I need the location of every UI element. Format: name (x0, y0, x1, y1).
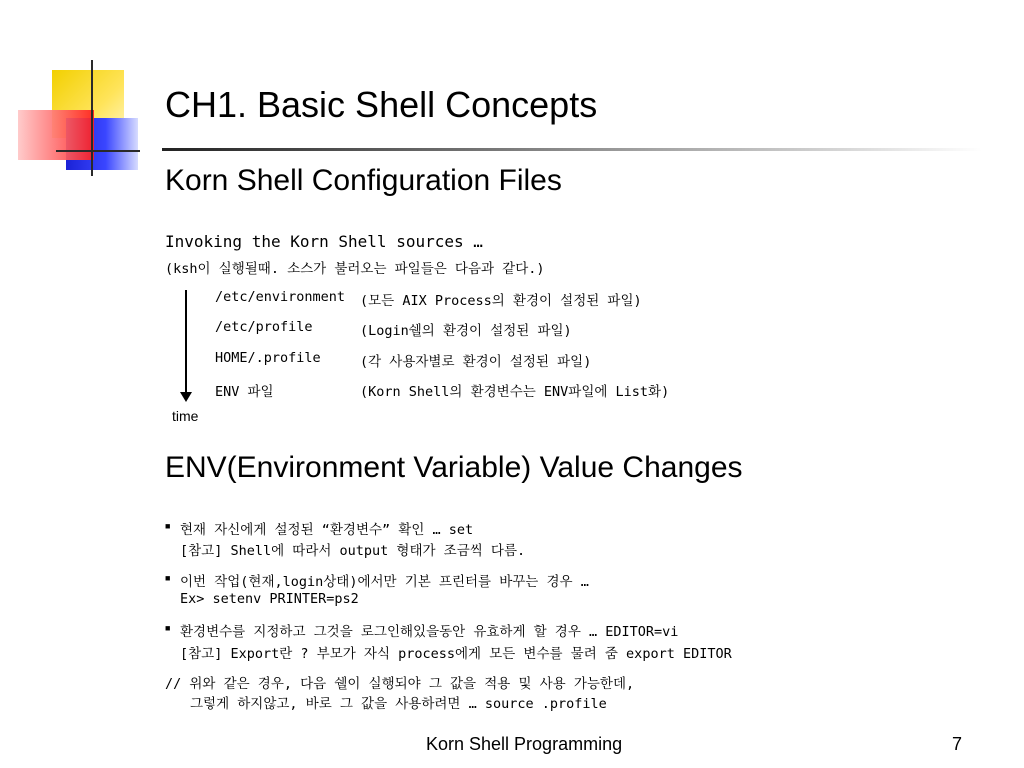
file-name: /etc/environment (215, 289, 346, 305)
bullet-line: 환경변수를 지정하고 그것을 로그인해있을동안 유효하게 할 경우 … EDITOR=vi (180, 624, 679, 640)
file-desc: (모든 AIX Process의 환경이 설정된 파일) (360, 293, 642, 309)
bullet-square-icon: ■ (165, 521, 171, 531)
slide-title: CH1. Basic Shell Concepts (165, 84, 598, 125)
bullet-subline: Ex> setenv PRINTER=ps2 (180, 591, 359, 607)
file-desc: (Login쉘의 환경이 설정된 파일) (360, 323, 572, 339)
footer-text: Korn Shell Programming (426, 734, 623, 754)
bullet-subline: [참고] Shell에 따라서 output 형태가 조금씩 다름. (180, 543, 526, 559)
file-desc: (Korn Shell의 환경변수는 ENV파일에 List화) (360, 384, 670, 400)
section-heading-config-files: Korn Shell Configuration Files (165, 164, 562, 197)
bullet-square-icon: ■ (165, 573, 171, 583)
decor-vertical-line (91, 60, 93, 176)
intro-line-1: Invoking the Korn Shell sources … (165, 232, 483, 251)
time-arrow-shaft (185, 290, 187, 394)
file-desc: (각 사용자별로 환경이 설정된 파일) (360, 354, 592, 370)
decor-horizontal-line (56, 150, 140, 152)
time-label: time (172, 408, 199, 424)
bullet-line: 이번 작업(현재,login상태)에서만 기본 프린터를 바꾸는 경우 … (180, 574, 589, 590)
decor-red-square (18, 110, 94, 160)
title-underline (162, 148, 982, 151)
page-number: 7 (952, 734, 963, 754)
file-name: ENV 파일 (215, 384, 274, 400)
time-arrow-head-icon (180, 392, 192, 402)
bullet-square-icon: ■ (165, 623, 171, 633)
section-heading-env-changes: ENV(Environment Variable) Value Changes (165, 451, 743, 484)
bullet-subline: [참고] Export란 ? 부모가 자식 process에게 모든 변수를 물려 줌 export EDITOR (180, 646, 732, 662)
file-name: /etc/profile (215, 319, 313, 335)
bullet-line: 현재 자신에게 설정된 “환경변수” 확인 … set (180, 522, 474, 538)
note-line-1: // 위와 같은 경우, 다음 쉘이 실행되야 그 값을 적용 및 사용 가능한데, (165, 676, 635, 692)
note-line-2: 그렇게 하지않고, 바로 그 값을 사용하려면 … source .profile (190, 696, 607, 712)
file-name: HOME/.profile (215, 350, 321, 366)
intro-line-2: (ksh이 실행될때. 소스가 불러오는 파일들은 다음과 같다.) (165, 261, 545, 277)
